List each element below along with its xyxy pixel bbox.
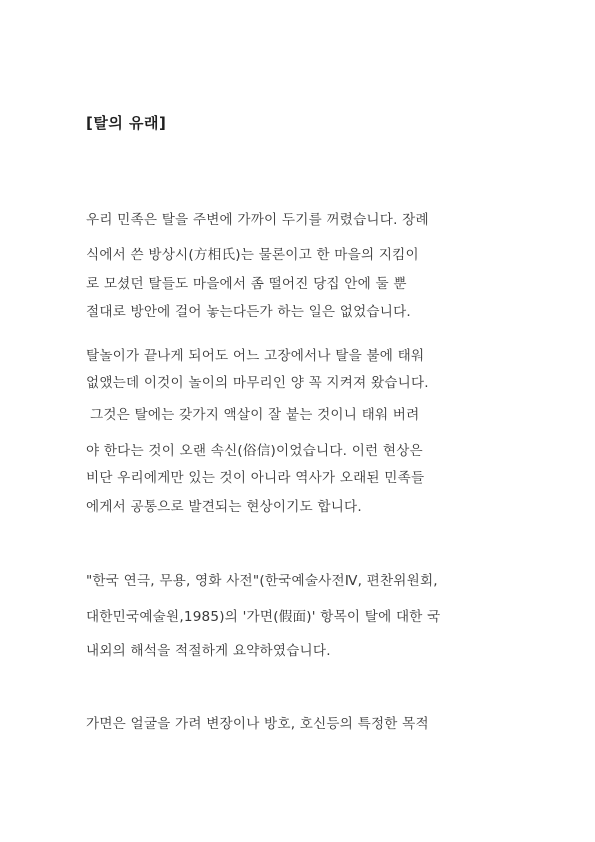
text-line-14: 가면은 얼굴을 가려 변장이나 방호, 호신등의 특정한 목적 bbox=[86, 716, 429, 732]
text-line-7: 그것은 탈에는 갖가지 액살이 잘 붙는 것이니 태워 버려 bbox=[90, 407, 420, 423]
text-line-10: 에게서 공통으로 발견되는 현상이기도 합니다. bbox=[86, 499, 362, 515]
text-line-12: 대한민국예술원,1985)의 '가면(假面)' 항목이 탈에 대한 국 bbox=[86, 609, 441, 625]
text-line-13: 내외의 해석을 적절하게 요약하였습니다. bbox=[86, 643, 331, 659]
text-line-2: 식에서 쓴 방상시(方相氏)는 물론이고 한 마을의 지킴이 bbox=[86, 247, 419, 263]
document-title: [탈의 유래] bbox=[86, 114, 167, 132]
text-line-1: 우리 민족은 탈을 주변에 가까이 두기를 꺼렸습니다. 장례 bbox=[86, 212, 429, 228]
text-line-6: 없앴는데 이것이 놀이의 마무리인 양 꼭 지켜져 왔습니다. bbox=[86, 375, 429, 391]
text-line-4: 절대로 방안에 걸어 놓는다든가 하는 일은 없었습니다. bbox=[86, 304, 411, 320]
text-line-9: 비단 우리에게만 있는 것이 아니라 역사가 오래된 민족들 bbox=[86, 470, 425, 486]
text-line-5: 탈놀이가 끝나게 되어도 어느 고장에서나 탈을 불에 태워 bbox=[86, 348, 425, 364]
text-line-3: 로 모셨던 탈들도 마을에서 좀 떨어진 당집 안에 둘 뿐 bbox=[86, 276, 407, 292]
text-line-11: "한국 연극, 무용, 영화 사전"(한국예술사전Ⅳ, 편찬위원회, bbox=[86, 573, 438, 589]
text-line-8: 야 한다는 것이 오랜 속신(俗信)이었습니다. 이런 현상은 bbox=[86, 443, 423, 459]
